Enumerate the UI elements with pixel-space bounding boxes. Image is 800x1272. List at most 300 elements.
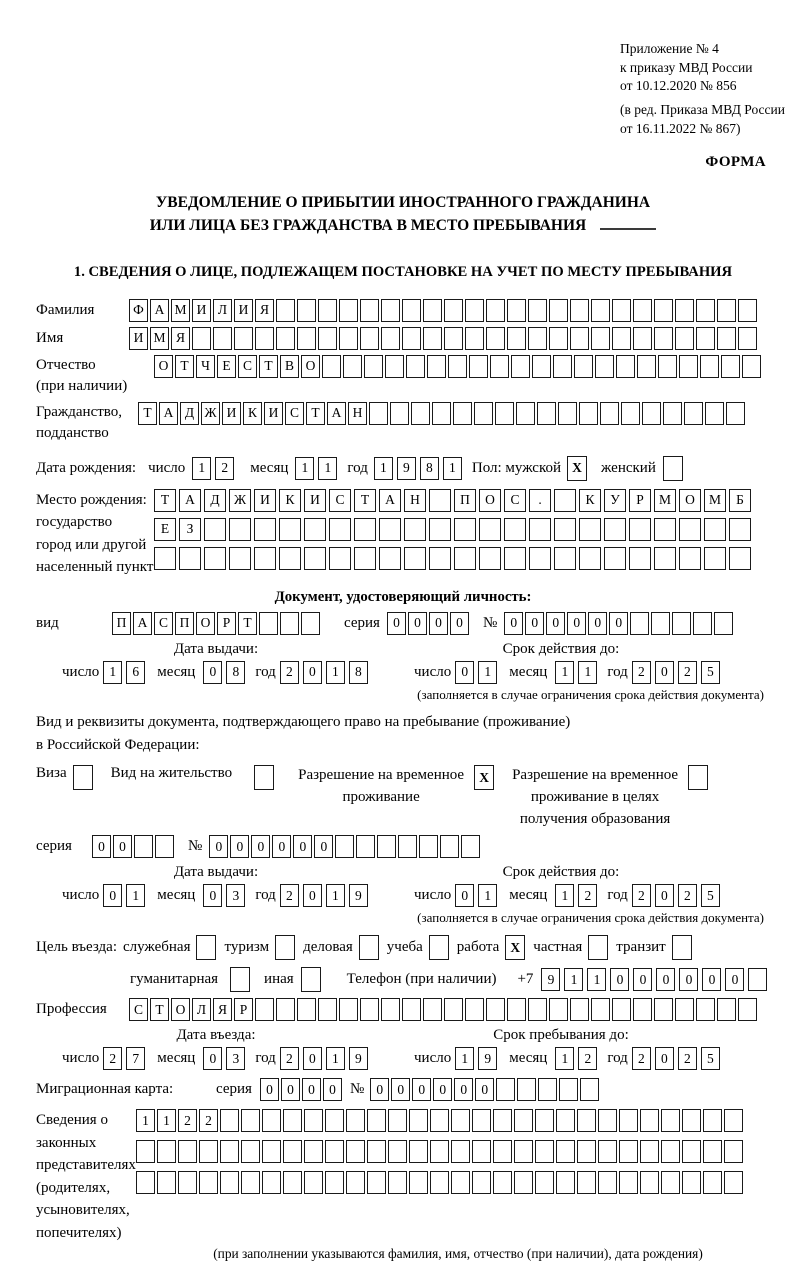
- char-box[interactable]: [304, 1109, 323, 1132]
- profession-boxes[interactable]: [129, 998, 759, 1021]
- char-box[interactable]: 5: [701, 661, 720, 684]
- char-box[interactable]: 0: [113, 835, 132, 858]
- char-box[interactable]: [381, 327, 400, 350]
- char-box[interactable]: [496, 1078, 515, 1101]
- char-box[interactable]: [318, 299, 337, 322]
- char-box[interactable]: [577, 1140, 596, 1163]
- char-box[interactable]: 9: [478, 1047, 497, 1070]
- char-box[interactable]: Е: [154, 518, 176, 541]
- char-box[interactable]: 3: [226, 884, 245, 907]
- char-box[interactable]: [360, 998, 379, 1021]
- char-box[interactable]: [704, 518, 726, 541]
- char-box[interactable]: [262, 1109, 281, 1132]
- char-box[interactable]: 2: [578, 1047, 597, 1070]
- char-box[interactable]: [404, 547, 426, 570]
- char-box[interactable]: [255, 327, 274, 350]
- char-box[interactable]: [612, 299, 631, 322]
- char-box[interactable]: [514, 1171, 533, 1194]
- char-box[interactable]: [619, 1109, 638, 1132]
- char-box[interactable]: 2: [678, 661, 697, 684]
- char-box[interactable]: Т: [259, 355, 278, 378]
- char-box[interactable]: 1: [587, 968, 606, 991]
- char-box[interactable]: [157, 1140, 176, 1163]
- stay-day-boxes[interactable]: [455, 1047, 501, 1070]
- char-box[interactable]: [554, 489, 576, 512]
- char-box[interactable]: 2: [632, 1047, 651, 1070]
- char-box[interactable]: [703, 1140, 722, 1163]
- iddoc-issue-day-boxes[interactable]: [103, 661, 149, 684]
- char-box[interactable]: П: [112, 612, 131, 635]
- char-box[interactable]: 0: [103, 884, 122, 907]
- char-box[interactable]: [556, 1109, 575, 1132]
- char-box[interactable]: 0: [455, 884, 474, 907]
- char-box[interactable]: 1: [478, 884, 497, 907]
- char-box[interactable]: [402, 299, 421, 322]
- char-box[interactable]: [703, 1171, 722, 1194]
- char-box[interactable]: [679, 518, 701, 541]
- char-box[interactable]: [444, 327, 463, 350]
- residence-permit-checkbox[interactable]: [254, 765, 276, 790]
- char-box[interactable]: [579, 547, 601, 570]
- char-box[interactable]: 2: [215, 457, 234, 480]
- char-box[interactable]: 0: [588, 612, 607, 635]
- char-box[interactable]: 0: [609, 612, 628, 635]
- char-box[interactable]: Р: [217, 612, 236, 635]
- char-box[interactable]: [640, 1109, 659, 1132]
- char-box[interactable]: С: [238, 355, 257, 378]
- char-box[interactable]: [367, 1171, 386, 1194]
- char-box[interactable]: [619, 1171, 638, 1194]
- char-box[interactable]: [591, 327, 610, 350]
- char-box[interactable]: 5: [701, 1047, 720, 1070]
- char-box[interactable]: [529, 518, 551, 541]
- char-box[interactable]: 2: [280, 661, 299, 684]
- char-box[interactable]: 0: [391, 1078, 410, 1101]
- char-box[interactable]: Т: [150, 998, 169, 1021]
- char-box[interactable]: 0: [655, 884, 674, 907]
- char-box[interactable]: [537, 402, 556, 425]
- char-box[interactable]: [465, 327, 484, 350]
- char-box[interactable]: 2: [632, 661, 651, 684]
- char-box[interactable]: Н: [404, 489, 426, 512]
- char-box[interactable]: А: [179, 489, 201, 512]
- checkbox-cell[interactable]: [588, 935, 608, 960]
- birthplace-boxes-2[interactable]: [154, 518, 754, 541]
- char-box[interactable]: 2: [280, 1047, 299, 1070]
- char-box[interactable]: [419, 835, 438, 858]
- char-box[interactable]: [402, 998, 421, 1021]
- iddoc-valid-month-boxes[interactable]: [555, 661, 601, 684]
- char-box[interactable]: [318, 327, 337, 350]
- char-box[interactable]: 0: [272, 835, 291, 858]
- char-box[interactable]: 7: [126, 1047, 145, 1070]
- char-box[interactable]: [423, 299, 442, 322]
- char-box[interactable]: [280, 612, 299, 635]
- char-box[interactable]: [379, 518, 401, 541]
- char-box[interactable]: [276, 299, 295, 322]
- char-box[interactable]: 1: [103, 661, 122, 684]
- char-box[interactable]: [672, 612, 691, 635]
- rvp-education-checkbox[interactable]: [688, 765, 710, 790]
- char-box[interactable]: [700, 355, 719, 378]
- char-box[interactable]: [574, 355, 593, 378]
- char-box[interactable]: [554, 518, 576, 541]
- char-box[interactable]: Т: [154, 489, 176, 512]
- char-box[interactable]: [213, 327, 232, 350]
- char-box[interactable]: Т: [138, 402, 157, 425]
- entry-year-boxes[interactable]: [280, 1047, 372, 1070]
- char-box[interactable]: [570, 998, 589, 1021]
- char-box[interactable]: [381, 299, 400, 322]
- char-box[interactable]: 0: [230, 835, 249, 858]
- char-box[interactable]: [621, 402, 640, 425]
- migration-number-boxes[interactable]: [370, 1078, 601, 1101]
- char-box[interactable]: [661, 1171, 680, 1194]
- char-box[interactable]: [651, 612, 670, 635]
- char-box[interactable]: С: [329, 489, 351, 512]
- char-box[interactable]: [367, 1109, 386, 1132]
- checkbox-cell[interactable]: [230, 967, 250, 992]
- char-box[interactable]: Д: [204, 489, 226, 512]
- entry-day-boxes[interactable]: [103, 1047, 149, 1070]
- char-box[interactable]: 0: [702, 968, 721, 991]
- resdoc-number-boxes[interactable]: [209, 835, 482, 858]
- resdoc-valid-month-boxes[interactable]: [555, 884, 601, 907]
- char-box[interactable]: [254, 518, 276, 541]
- entry-month-boxes[interactable]: [203, 1047, 249, 1070]
- char-box[interactable]: [325, 1140, 344, 1163]
- char-box[interactable]: 0: [525, 612, 544, 635]
- char-box[interactable]: [354, 518, 376, 541]
- char-box[interactable]: [529, 547, 551, 570]
- sex-male-checkbox[interactable]: [567, 456, 589, 481]
- char-box[interactable]: 0: [633, 968, 652, 991]
- citizenship-boxes[interactable]: [138, 402, 747, 425]
- char-box[interactable]: [388, 1171, 407, 1194]
- char-box[interactable]: 0: [370, 1078, 389, 1101]
- char-box[interactable]: [134, 835, 153, 858]
- migration-series-boxes[interactable]: [260, 1078, 344, 1101]
- rvp-checkbox[interactable]: [474, 765, 496, 790]
- char-box[interactable]: [479, 518, 501, 541]
- char-box[interactable]: 8: [349, 661, 368, 684]
- char-box[interactable]: [580, 1078, 599, 1101]
- char-box[interactable]: 0: [203, 1047, 222, 1070]
- char-box[interactable]: 9: [541, 968, 560, 991]
- char-box[interactable]: [528, 998, 547, 1021]
- stay-year-boxes[interactable]: [632, 1047, 724, 1070]
- char-box[interactable]: [451, 1109, 470, 1132]
- birth-day-boxes[interactable]: [192, 457, 238, 480]
- char-box[interactable]: 2: [199, 1109, 218, 1132]
- char-box[interactable]: [633, 299, 652, 322]
- char-box[interactable]: [661, 1140, 680, 1163]
- char-box[interactable]: [696, 998, 715, 1021]
- checkbox-cell[interactable]: [688, 765, 708, 790]
- char-box[interactable]: [262, 1140, 281, 1163]
- char-box[interactable]: Т: [354, 489, 376, 512]
- surname-boxes[interactable]: [129, 299, 759, 322]
- char-box[interactable]: [454, 518, 476, 541]
- char-box[interactable]: К: [279, 489, 301, 512]
- purpose-other-checkbox[interactable]: [301, 967, 323, 992]
- purpose-official-checkbox[interactable]: [196, 935, 218, 960]
- char-box[interactable]: [577, 1171, 596, 1194]
- char-box[interactable]: А: [379, 489, 401, 512]
- purpose-study-checkbox[interactable]: [429, 935, 451, 960]
- char-box[interactable]: [663, 402, 682, 425]
- char-box[interactable]: [429, 489, 451, 512]
- char-box[interactable]: 0: [323, 1078, 342, 1101]
- char-box[interactable]: [507, 998, 526, 1021]
- char-box[interactable]: [538, 1078, 557, 1101]
- resdoc-issue-day-boxes[interactable]: [103, 884, 149, 907]
- char-box[interactable]: 1: [478, 661, 497, 684]
- char-box[interactable]: [616, 355, 635, 378]
- char-box[interactable]: [409, 1140, 428, 1163]
- checkbox-cell[interactable]: X: [474, 765, 494, 790]
- char-box[interactable]: [388, 1140, 407, 1163]
- char-box[interactable]: [423, 327, 442, 350]
- char-box[interactable]: [155, 835, 174, 858]
- char-box[interactable]: [199, 1140, 218, 1163]
- char-box[interactable]: Т: [175, 355, 194, 378]
- char-box[interactable]: 0: [281, 1078, 300, 1101]
- resdoc-issue-month-boxes[interactable]: [203, 884, 249, 907]
- char-box[interactable]: [154, 547, 176, 570]
- char-box[interactable]: [364, 355, 383, 378]
- char-box[interactable]: 9: [397, 457, 416, 480]
- char-box[interactable]: 0: [454, 1078, 473, 1101]
- char-box[interactable]: [390, 402, 409, 425]
- char-box[interactable]: Б: [729, 489, 751, 512]
- iddoc-issue-month-boxes[interactable]: [203, 661, 249, 684]
- char-box[interactable]: [679, 547, 701, 570]
- char-box[interactable]: [178, 1171, 197, 1194]
- char-box[interactable]: И: [222, 402, 241, 425]
- char-box[interactable]: [179, 547, 201, 570]
- stay-month-boxes[interactable]: [555, 1047, 601, 1070]
- char-box[interactable]: [661, 1109, 680, 1132]
- char-box[interactable]: [738, 327, 757, 350]
- char-box[interactable]: [356, 835, 375, 858]
- char-box[interactable]: 1: [157, 1109, 176, 1132]
- char-box[interactable]: 1: [326, 1047, 345, 1070]
- char-box[interactable]: [472, 1109, 491, 1132]
- char-box[interactable]: 0: [408, 612, 427, 635]
- char-box[interactable]: 0: [679, 968, 698, 991]
- char-box[interactable]: 1: [126, 884, 145, 907]
- char-box[interactable]: [429, 547, 451, 570]
- char-box[interactable]: [304, 518, 326, 541]
- char-box[interactable]: Л: [213, 299, 232, 322]
- char-box[interactable]: [360, 299, 379, 322]
- char-box[interactable]: М: [150, 327, 169, 350]
- char-box[interactable]: [507, 327, 526, 350]
- char-box[interactable]: [343, 355, 362, 378]
- char-box[interactable]: М: [171, 299, 190, 322]
- char-box[interactable]: [444, 299, 463, 322]
- char-box[interactable]: [504, 518, 526, 541]
- phone-boxes[interactable]: [541, 968, 771, 991]
- char-box[interactable]: [472, 1140, 491, 1163]
- birth-month-boxes[interactable]: [295, 457, 341, 480]
- char-box[interactable]: [742, 355, 761, 378]
- char-box[interactable]: [729, 518, 751, 541]
- char-box[interactable]: [703, 1109, 722, 1132]
- purpose-private-checkbox[interactable]: [588, 935, 610, 960]
- char-box[interactable]: М: [704, 489, 726, 512]
- char-box[interactable]: [682, 1109, 701, 1132]
- char-box[interactable]: [276, 327, 295, 350]
- char-box[interactable]: [612, 327, 631, 350]
- char-box[interactable]: [559, 1078, 578, 1101]
- char-box[interactable]: [591, 299, 610, 322]
- char-box[interactable]: [654, 299, 673, 322]
- char-box[interactable]: Ж: [201, 402, 220, 425]
- char-box[interactable]: 0: [655, 661, 674, 684]
- char-box[interactable]: [642, 402, 661, 425]
- char-box[interactable]: [486, 299, 505, 322]
- char-box[interactable]: [369, 402, 388, 425]
- char-box[interactable]: [430, 1171, 449, 1194]
- char-box[interactable]: 0: [455, 661, 474, 684]
- char-box[interactable]: [738, 299, 757, 322]
- char-box[interactable]: [454, 547, 476, 570]
- char-box[interactable]: [220, 1171, 239, 1194]
- char-box[interactable]: Я: [213, 998, 232, 1021]
- char-box[interactable]: [367, 1140, 386, 1163]
- char-box[interactable]: [192, 327, 211, 350]
- char-box[interactable]: [514, 1140, 533, 1163]
- char-box[interactable]: [279, 518, 301, 541]
- checkbox-cell[interactable]: [196, 935, 216, 960]
- char-box[interactable]: [346, 1109, 365, 1132]
- char-box[interactable]: [532, 355, 551, 378]
- checkbox-cell[interactable]: [429, 935, 449, 960]
- char-box[interactable]: [675, 998, 694, 1021]
- char-box[interactable]: П: [175, 612, 194, 635]
- char-box[interactable]: [430, 1140, 449, 1163]
- char-box[interactable]: [241, 1171, 260, 1194]
- char-box[interactable]: О: [301, 355, 320, 378]
- char-box[interactable]: [570, 327, 589, 350]
- char-box[interactable]: [507, 299, 526, 322]
- char-box[interactable]: [241, 1109, 260, 1132]
- char-box[interactable]: 0: [260, 1078, 279, 1101]
- char-box[interactable]: [637, 355, 656, 378]
- char-box[interactable]: [598, 1140, 617, 1163]
- char-box[interactable]: А: [327, 402, 346, 425]
- char-box[interactable]: [229, 518, 251, 541]
- char-box[interactable]: [241, 1140, 260, 1163]
- char-box[interactable]: [654, 547, 676, 570]
- char-box[interactable]: 9: [349, 1047, 368, 1070]
- birthplace-boxes-1[interactable]: [154, 489, 754, 512]
- char-box[interactable]: [514, 1109, 533, 1132]
- char-box[interactable]: [495, 402, 514, 425]
- char-box[interactable]: [178, 1140, 197, 1163]
- char-box[interactable]: Р: [629, 489, 651, 512]
- purpose-business-checkbox[interactable]: [359, 935, 381, 960]
- char-box[interactable]: 2: [578, 884, 597, 907]
- char-box[interactable]: 2: [632, 884, 651, 907]
- char-box[interactable]: А: [133, 612, 152, 635]
- char-box[interactable]: 0: [251, 835, 270, 858]
- char-box[interactable]: [705, 402, 724, 425]
- char-box[interactable]: 0: [412, 1078, 431, 1101]
- char-box[interactable]: [535, 1109, 554, 1132]
- char-box[interactable]: [329, 547, 351, 570]
- sex-female-checkbox[interactable]: [663, 456, 685, 481]
- checkbox-cell[interactable]: [672, 935, 692, 960]
- char-box[interactable]: 2: [678, 1047, 697, 1070]
- char-box[interactable]: [682, 1140, 701, 1163]
- char-box[interactable]: [549, 998, 568, 1021]
- char-box[interactable]: К: [243, 402, 262, 425]
- char-box[interactable]: [570, 299, 589, 322]
- char-box[interactable]: 2: [103, 1047, 122, 1070]
- char-box[interactable]: [409, 1109, 428, 1132]
- char-box[interactable]: [259, 612, 278, 635]
- char-box[interactable]: [684, 402, 703, 425]
- char-box[interactable]: [516, 402, 535, 425]
- char-box[interactable]: [377, 835, 396, 858]
- char-box[interactable]: [234, 327, 253, 350]
- char-box[interactable]: 2: [678, 884, 697, 907]
- legal-reps-boxes-1[interactable]: [136, 1109, 745, 1132]
- char-box[interactable]: [528, 299, 547, 322]
- patronymic-boxes[interactable]: [154, 355, 763, 378]
- name-boxes[interactable]: [129, 327, 759, 350]
- char-box[interactable]: Н: [348, 402, 367, 425]
- char-box[interactable]: [411, 402, 430, 425]
- char-box[interactable]: 0: [655, 1047, 674, 1070]
- char-box[interactable]: [301, 612, 320, 635]
- char-box[interactable]: [325, 1109, 344, 1132]
- char-box[interactable]: [448, 355, 467, 378]
- char-box[interactable]: [553, 355, 572, 378]
- checkbox-cell[interactable]: [663, 456, 683, 481]
- char-box[interactable]: 0: [429, 612, 448, 635]
- char-box[interactable]: [658, 355, 677, 378]
- char-box[interactable]: [136, 1171, 155, 1194]
- char-box[interactable]: [472, 1171, 491, 1194]
- char-box[interactable]: 1: [455, 1047, 474, 1070]
- char-box[interactable]: [729, 547, 751, 570]
- checkbox-cell[interactable]: [254, 765, 274, 790]
- char-box[interactable]: А: [159, 402, 178, 425]
- char-box[interactable]: [591, 998, 610, 1021]
- purpose-work-checkbox[interactable]: [505, 935, 527, 960]
- iddoc-series-boxes[interactable]: [387, 612, 471, 635]
- char-box[interactable]: [493, 1109, 512, 1132]
- char-box[interactable]: 2: [280, 884, 299, 907]
- char-box[interactable]: [640, 1171, 659, 1194]
- char-box[interactable]: 1: [578, 661, 597, 684]
- resdoc-valid-day-boxes[interactable]: [455, 884, 501, 907]
- char-box[interactable]: 9: [349, 884, 368, 907]
- char-box[interactable]: [346, 1140, 365, 1163]
- char-box[interactable]: [360, 327, 379, 350]
- char-box[interactable]: [444, 998, 463, 1021]
- char-box[interactable]: 0: [504, 612, 523, 635]
- char-box[interactable]: Т: [306, 402, 325, 425]
- char-box[interactable]: О: [196, 612, 215, 635]
- char-box[interactable]: Ф: [129, 299, 148, 322]
- char-box[interactable]: [451, 1140, 470, 1163]
- char-box[interactable]: [283, 1171, 302, 1194]
